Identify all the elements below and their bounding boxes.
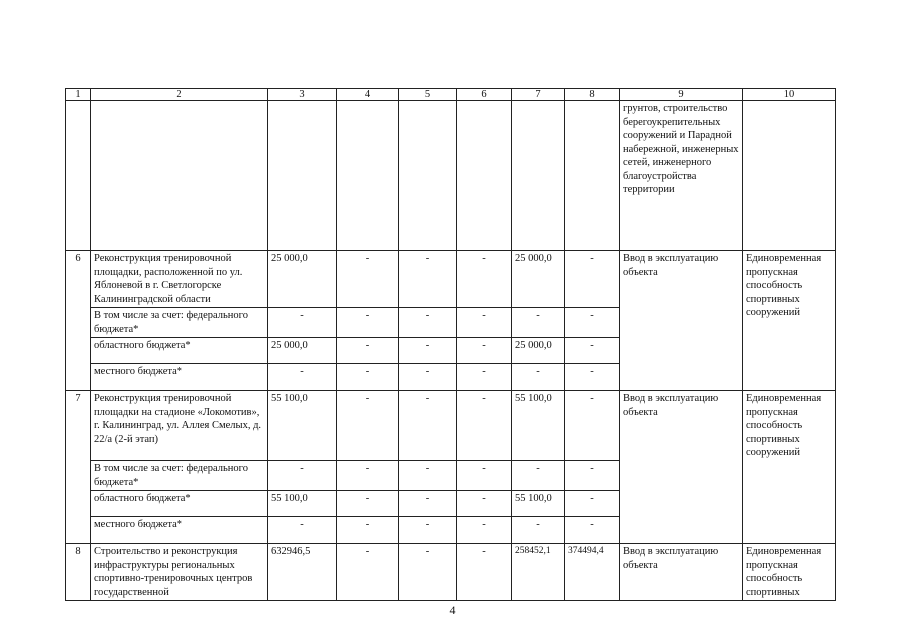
cell-value: - [457,391,512,461]
cell-value: 55 100,0 [512,491,565,517]
cell-value: - [337,391,399,461]
cell-value: - [337,517,399,544]
row-name: Реконструкция тренировочной площадки, расположенной по ул. Яблоневой в г. Светлогорске Калининградской области [91,251,268,308]
cell-value: 374494,4 [565,544,620,601]
cell-value: - [399,461,457,491]
cell-value: - [457,517,512,544]
cell-value: - [399,517,457,544]
row-indicator: Единовременная пропускная способность спортивных [743,544,836,601]
cell-value: - [268,461,337,491]
page-number: 4 [449,603,456,617]
cell-value: - [337,461,399,491]
row-name: Строительство и реконструкция инфраструктуры региональных спортивно-тренировочных центров государственной [91,544,268,601]
cell-value: - [399,338,457,364]
cell-value: - [399,544,457,601]
row-result: Ввод в эксплуатацию объекта [620,391,743,544]
cell-value: - [457,364,512,391]
cell-value: 25 000,0 [512,251,565,308]
table-row [66,544,836,601]
cell-value: 632946,5 [268,544,337,601]
sub-label: В том числе за счет: федерального бюджета* [91,461,268,491]
cell-value: - [512,308,565,338]
cell-value: 25 000,0 [268,251,337,308]
cell-value: - [457,251,512,308]
cell-value: - [268,517,337,544]
header-cell: 7 [512,89,565,101]
cell-value: - [565,461,620,491]
cell-value: - [399,251,457,308]
row-indicator: Единовременная пропускная способность спортивных сооружений [743,391,836,544]
cell-value: - [337,251,399,308]
cell-value: 25 000,0 [512,338,565,364]
cell-value: - [565,391,620,461]
header-cell: 3 [268,89,337,101]
cell-value: - [565,364,620,391]
header-cell: 9 [620,89,743,101]
row-number: 8 [66,544,91,601]
cell-value: 55 100,0 [268,491,337,517]
header-cell: 4 [337,89,399,101]
cell-value: 258452,1 [512,544,565,601]
header-cell: 5 [399,89,457,101]
cell-value: - [337,491,399,517]
header-cell: 6 [457,89,512,101]
cell-value: - [565,491,620,517]
table-row [66,391,836,461]
cell-value: - [399,491,457,517]
cell-value: - [337,544,399,601]
row-number: 6 [66,251,91,391]
cell-value: - [457,461,512,491]
continuation-text: грунтов, строительство берегоукрепительных сооружений и Парадной набережной, инженерных сетей, инженерного благоустройства территории [620,101,743,251]
sub-label: местного бюджета* [91,517,268,544]
cell-value: - [337,308,399,338]
cell-value: - [565,308,620,338]
cell-value: - [512,517,565,544]
cell-value: - [457,544,512,601]
cell-value: - [512,461,565,491]
cell-value: - [565,251,620,308]
row-number: 7 [66,391,91,544]
header-row [66,89,836,101]
cell-value: 55 100,0 [512,391,565,461]
sub-label: областного бюджета* [91,338,268,364]
cell-value: - [565,517,620,544]
sub-label: областного бюджета* [91,491,268,517]
row-result: Ввод в эксплуатацию объекта [620,251,743,391]
row-result: Ввод в эксплуатацию объекта [620,544,743,601]
cell-value: - [399,308,457,338]
cell-value: - [268,364,337,391]
table-row [66,251,836,308]
cell-value: - [457,338,512,364]
cell-value: - [337,338,399,364]
program-table [65,88,836,601]
cell-value: 25 000,0 [268,338,337,364]
row-indicator: Единовременная пропускная способность спортивных сооружений [743,251,836,391]
header-cell: 10 [743,89,836,101]
cell-value: - [399,391,457,461]
cell-value: - [337,364,399,391]
cell-value: - [457,491,512,517]
sub-label: В том числе за счет: федерального бюджета* [91,308,268,338]
cell-value: - [457,308,512,338]
sub-label: местного бюджета* [91,364,268,391]
continuation-row [66,101,836,251]
header-cell: 8 [565,89,620,101]
cell-value: - [512,364,565,391]
cell-value: - [565,338,620,364]
header-cell: 1 [66,89,91,101]
cell-value: - [268,308,337,338]
cell-value: 55 100,0 [268,391,337,461]
row-name: Реконструкция тренировочной площадки на стадионе «Локомотив», г. Калининград, ул. Аллея Смелых, д. 22/а (2-й этап) [91,391,268,461]
header-cell: 2 [91,89,268,101]
cell-value: - [399,364,457,391]
